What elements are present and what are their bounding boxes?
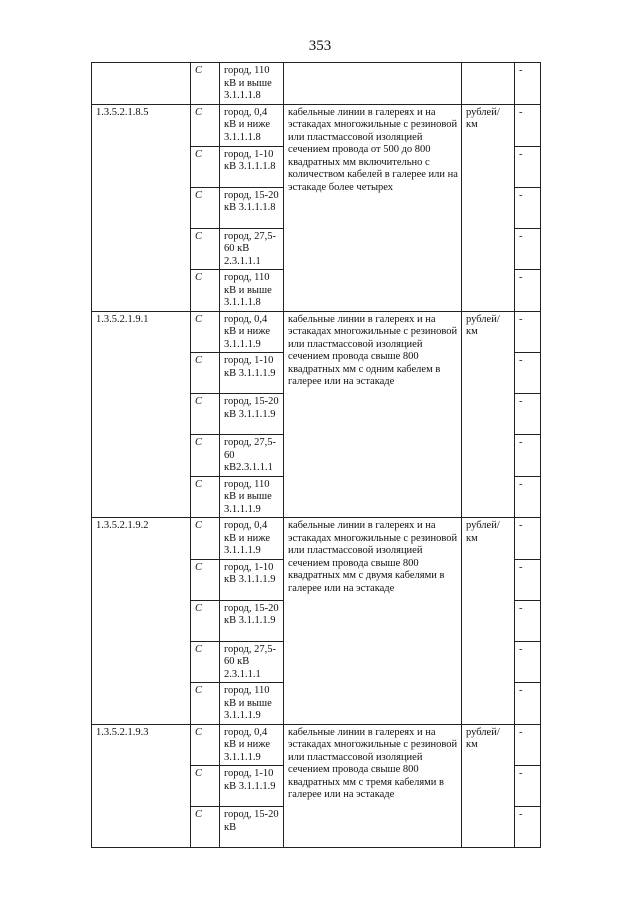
table-body — [92, 63, 541, 848]
value-cell: - — [515, 600, 541, 641]
code-cell: 1.3.5.2.1.9.3 — [92, 724, 191, 848]
category-cell: C — [191, 353, 220, 394]
value-cell: - — [515, 228, 541, 270]
category-cell: C — [191, 63, 220, 105]
value-cell: - — [515, 766, 541, 807]
city-voltage-cell: город, 1-10 кВ 3.1.1.1.9 — [220, 559, 284, 600]
category-cell: C — [191, 641, 220, 683]
city-voltage-cell: город, 27,5-60 кВ 2.3.1.1.1 — [220, 641, 284, 683]
city-voltage-cell: город, 27,5-60 кВ 2.3.1.1.1 — [220, 228, 284, 270]
description-cell — [284, 63, 462, 105]
city-voltage-cell: город, 110 кВ и выше 3.1.1.1.8 — [220, 270, 284, 312]
unit-cell — [462, 63, 515, 105]
category-cell: C — [191, 807, 220, 848]
category-cell: C — [191, 394, 220, 435]
unit-cell: рублей/ км — [462, 518, 515, 725]
description-cell: кабельные линии в галереях и на эстакадах многожильные с резиновой или пластмассовой изоляцией сечением провода свыше 800 квадратных мм с тремя кабелями в галерее или на эстакаде — [284, 724, 462, 848]
category-cell: C — [191, 518, 220, 560]
value-cell: - — [515, 724, 541, 766]
category-cell: C — [191, 476, 220, 518]
value-cell: - — [515, 104, 541, 146]
table-row — [92, 63, 541, 105]
code-cell: 1.3.5.2.1.9.2 — [92, 518, 191, 725]
category-cell: C — [191, 600, 220, 641]
city-voltage-cell: город, 0,4 кВ и ниже 3.1.1.1.9 — [220, 518, 284, 560]
value-cell: - — [515, 353, 541, 394]
code-cell — [92, 63, 191, 105]
value-cell: - — [515, 146, 541, 187]
city-voltage-cell: город, 110 кВ и выше 3.1.1.1.8 — [220, 63, 284, 105]
table-row — [92, 311, 541, 353]
value-cell: - — [515, 641, 541, 683]
table-row — [92, 104, 541, 146]
value-cell: - — [515, 518, 541, 560]
page-number: 353 — [308, 38, 332, 54]
value-cell: - — [515, 311, 541, 353]
unit-cell: рублей/ км — [462, 724, 515, 848]
category-cell: C — [191, 559, 220, 600]
city-voltage-cell: город, 0,4 кВ и ниже 3.1.1.1.9 — [220, 311, 284, 353]
value-cell: - — [515, 559, 541, 600]
unit-cell: рублей/ км — [462, 104, 515, 311]
table-row — [92, 518, 541, 560]
city-voltage-cell: город, 1-10 кВ 3.1.1.1.9 — [220, 766, 284, 807]
value-cell: - — [515, 683, 541, 725]
description-cell: кабельные линии в галереях и на эстакадах многожильные с резиновой или пластмассовой изоляцией сечением провода свыше 800 квадратных мм с одним кабелем в галерее или на эстакаде — [284, 311, 462, 518]
city-voltage-cell: город, 15-20 кВ 3.1.1.1.9 — [220, 394, 284, 435]
value-cell: - — [515, 187, 541, 228]
category-cell: C — [191, 766, 220, 807]
city-voltage-cell: город, 0,4 кВ и ниже 3.1.1.1.9 — [220, 724, 284, 766]
category-cell: C — [191, 724, 220, 766]
value-cell: - — [515, 394, 541, 435]
city-voltage-cell: город, 15-20 кВ 3.1.1.1.9 — [220, 600, 284, 641]
value-cell: - — [515, 270, 541, 312]
city-voltage-cell: город, 15-20 кВ 3.1.1.1.8 — [220, 187, 284, 228]
category-cell: C — [191, 228, 220, 270]
city-voltage-cell: город, 1-10 кВ 3.1.1.1.9 — [220, 353, 284, 394]
description-cell: кабельные линии в галереях и на эстакадах многожильные с резиновой или пластмассовой изоляцией сечением провода от 500 до 800 квадратных мм включительно с количеством кабелей в галерее или на эстакаде более четырех — [284, 104, 462, 311]
table-row — [92, 724, 541, 766]
city-voltage-cell: город, 15-20 кВ — [220, 807, 284, 848]
category-cell: C — [191, 104, 220, 146]
unit-cell: рублей/ км — [462, 311, 515, 518]
description-cell: кабельные линии в галереях и на эстакадах многожильные с резиновой или пластмассовой изоляцией сечением провода свыше 800 квадратных мм с двумя кабелями в галерее или на эстакаде — [284, 518, 462, 725]
city-voltage-cell: город, 110 кВ и выше 3.1.1.1.9 — [220, 476, 284, 518]
value-cell: - — [515, 807, 541, 848]
city-voltage-cell: город, 27,5-60 кВ2.3.1.1.1 — [220, 435, 284, 477]
city-voltage-cell: город, 0,4 кВ и ниже 3.1.1.1.8 — [220, 104, 284, 146]
tariff-table — [91, 62, 541, 848]
city-voltage-cell: город, 1-10 кВ 3.1.1.1.8 — [220, 146, 284, 187]
code-cell: 1.3.5.2.1.9.1 — [92, 311, 191, 518]
code-cell: 1.3.5.2.1.8.5 — [92, 104, 191, 311]
category-cell: C — [191, 270, 220, 312]
value-cell: - — [515, 476, 541, 518]
category-cell: C — [191, 187, 220, 228]
value-cell: - — [515, 435, 541, 477]
value-cell: - — [515, 63, 541, 105]
category-cell: C — [191, 146, 220, 187]
city-voltage-cell: город, 110 кВ и выше 3.1.1.1.9 — [220, 683, 284, 725]
category-cell: C — [191, 435, 220, 477]
category-cell: C — [191, 683, 220, 725]
category-cell: C — [191, 311, 220, 353]
